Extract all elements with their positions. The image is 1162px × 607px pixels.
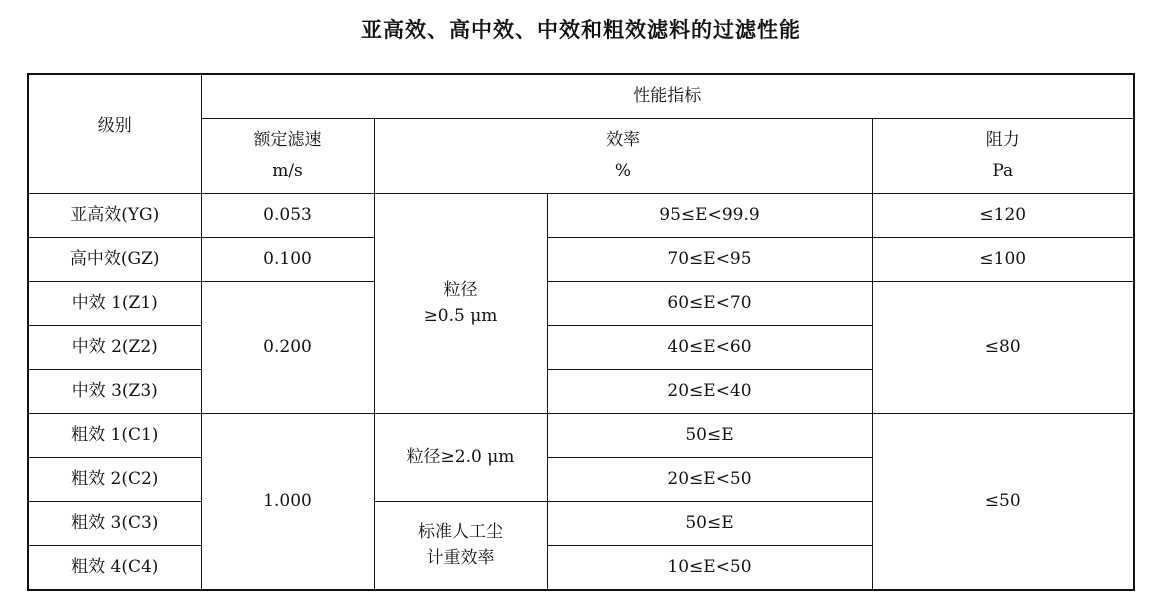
resistance-cell: ≤50 [872, 414, 1134, 591]
header-row-top [28, 74, 1134, 119]
filter-performance-table [27, 73, 1135, 591]
efficiency-cell: 95≤E<99.9 [547, 194, 872, 238]
speed-cell: 1.000 [201, 414, 374, 591]
speed-cell: 0.100 [201, 238, 374, 282]
efficiency-cell: 40≤E<60 [547, 326, 872, 370]
header-efficiency [374, 119, 872, 194]
group-particle-05 [374, 194, 547, 414]
level-cell: 粗效 1(C1) [28, 414, 201, 458]
table-row [28, 414, 1134, 458]
header-efficiency-unit: % [614, 161, 632, 181]
group-particle-20: 粒径≥2.0 μm [374, 414, 547, 502]
group-dust-weight [374, 502, 547, 591]
efficiency-cell: 20≤E<50 [547, 458, 872, 502]
level-cell: 粗效 2(C2) [28, 458, 201, 502]
speed-cell: 0.053 [201, 194, 374, 238]
group-particle-05-line2: ≥0.5 μm [423, 305, 498, 326]
efficiency-cell: 10≤E<50 [547, 546, 872, 591]
resistance-cell: ≤120 [872, 194, 1134, 238]
level-cell: 中效 3(Z3) [28, 370, 201, 414]
table-row [28, 282, 1134, 326]
header-resistance-unit: Pa [992, 161, 1014, 181]
resistance-cell: ≤80 [872, 282, 1134, 414]
efficiency-cell: 50≤E [547, 414, 872, 458]
group-particle-05-line1: 粒径 [443, 280, 478, 300]
level-cell: 粗效 4(C4) [28, 546, 201, 591]
group-dust-line1: 标准人工尘 [418, 522, 503, 542]
efficiency-cell: 50≤E [547, 502, 872, 546]
table-title: 亚高效、高中效、中效和粗效滤料的过滤性能 [361, 18, 801, 42]
header-rated-speed [201, 119, 374, 194]
level-cell: 中效 2(Z2) [28, 326, 201, 370]
efficiency-cell: 20≤E<40 [547, 370, 872, 414]
group-dust-line2: 计重效率 [426, 547, 495, 568]
efficiency-cell: 60≤E<70 [547, 282, 872, 326]
header-efficiency-name: 效率 [606, 129, 640, 150]
header-resistance [872, 119, 1134, 194]
level-cell: 中效 1(Z1) [28, 282, 201, 326]
table-row [28, 194, 1134, 238]
speed-cell: 0.200 [201, 282, 374, 414]
level-cell: 粗效 3(C3) [28, 502, 201, 546]
header-rated-speed-unit: m/s [272, 161, 303, 181]
header-performance: 性能指标 [201, 74, 1134, 119]
table-row [28, 238, 1134, 282]
header-level: 级别 [28, 74, 201, 194]
level-cell: 高中效(GZ) [28, 238, 201, 282]
level-cell: 亚高效(YG) [28, 194, 201, 238]
efficiency-cell: 70≤E<95 [547, 238, 872, 282]
resistance-cell: ≤100 [872, 238, 1134, 282]
header-resistance-name: 阻力 [985, 129, 1020, 150]
header-rated-speed-name: 额定滤速 [253, 129, 322, 150]
